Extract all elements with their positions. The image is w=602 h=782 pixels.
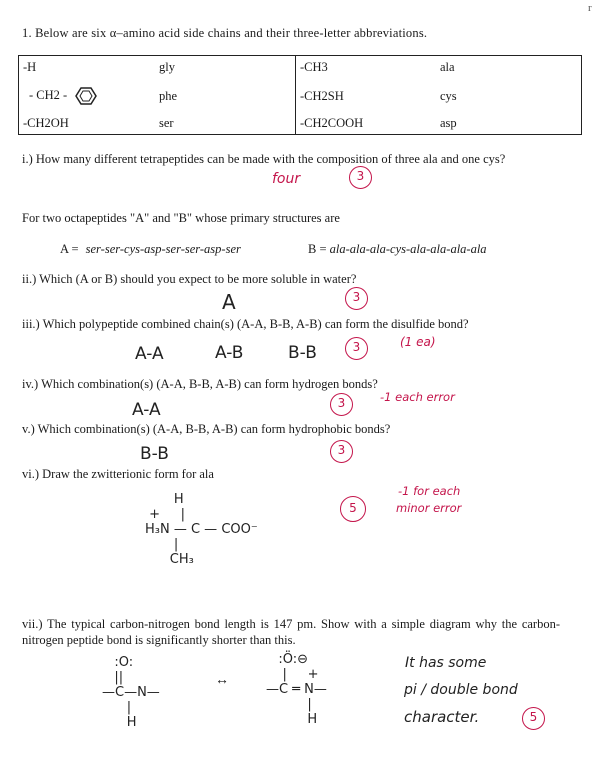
score-iv: 3: [330, 393, 353, 416]
score-iii: 3: [345, 337, 368, 360]
question-vi: vi.) Draw the zwitterionic form for ala: [22, 467, 214, 481]
resonance-structure-2: :Ö:⊖ | + —C ═ N— | H: [266, 652, 327, 727]
side-chain-cell: -CH2OH: [23, 115, 69, 130]
benzene-ring-icon: [68, 86, 102, 106]
answer-vii-line1: It has some: [405, 655, 487, 671]
note-iv: -1 each error: [380, 390, 455, 404]
answer-v: B-B: [140, 444, 169, 464]
amino-acid-table: [18, 55, 582, 135]
question-v: v.) Which combination(s) (A-A, B-B, A-B) can form hydrophobic bonds?: [22, 422, 391, 436]
octapeptide-intro: For two octapeptides "A" and "B" whose primary structures are: [22, 211, 340, 225]
abbr-cell: ala: [440, 60, 455, 75]
score-vi: 5: [340, 496, 366, 522]
seq-b-label: B =: [308, 242, 327, 256]
question-iii: iii.) Which polypeptide combined chain(s) (A-A, B-B, A-B) can form the disulfide bond?: [22, 317, 469, 331]
table-row: [19, 80, 582, 112]
abbr-cell: asp: [440, 115, 457, 130]
side-chain-cell: -CH2COOH: [296, 112, 437, 134]
seq-b-value: ala-ala-ala-cys-ala-ala-ala-ala: [329, 242, 487, 256]
table-row: [19, 112, 582, 134]
zwitterion-structure: H + | H₃N — C — COO⁻ | CH₃: [145, 492, 258, 567]
abbr-cell: phe: [159, 88, 178, 103]
answer-i: four: [272, 171, 301, 187]
answer-ii: A: [222, 290, 236, 314]
phe-chain-text: - CH2 -: [29, 87, 68, 102]
question-ii: ii.) Which (A or B) should you expect to be more soluble in water?: [22, 272, 357, 286]
q1-intro: 1. Below are six α–amino acid side chains and their three-letter abbreviations.: [22, 26, 428, 40]
question-vii: vii.) The typical carbon-nitrogen bond length is 147 pm. Show with a simple diagram why the carbon-nitrogen peptide bond is significantly shorter than this.: [22, 617, 560, 647]
side-chain-cell: -H: [23, 60, 37, 75]
answer-iii-2: A-B: [215, 343, 244, 363]
resonance-arrow: ↔: [215, 673, 229, 688]
seq-a: [60, 242, 241, 257]
note-iii: (1 ea): [400, 335, 436, 349]
side-chain-cell: -CH2SH: [296, 80, 437, 112]
note-vi-line2: minor error: [396, 501, 462, 515]
note-vi-line1: -1 for each: [398, 484, 461, 498]
question-iv: iv.) Which combination(s) (A-A, B-B, A-B) can form hydrogen bonds?: [22, 377, 378, 391]
score-i: 3: [349, 166, 372, 189]
score-ii: 3: [345, 287, 368, 310]
seq-b: [308, 242, 487, 257]
answer-vii-line3: character.: [404, 708, 480, 726]
score-v: 3: [330, 440, 353, 463]
resonance-structure-1: :O: || —C—N— | H: [102, 655, 160, 730]
question-i: i.) How many different tetrapeptides can be made with the composition of three ala and one cys?: [22, 152, 506, 166]
abbr-cell: gly: [159, 60, 175, 75]
answer-iii-1: A-A: [135, 344, 164, 364]
answer-vii-line2: pi / double bond: [404, 682, 518, 698]
side-chain-cell: -CH3: [296, 56, 437, 80]
answer-iv: A-A: [132, 400, 161, 420]
seq-a-label: A =: [60, 242, 79, 256]
seq-a-value: ser-ser-cys-asp-ser-ser-asp-ser: [85, 242, 241, 256]
answer-iii-3: B-B: [288, 343, 317, 363]
corner-mark: r: [588, 2, 592, 14]
table-row: [19, 56, 582, 80]
side-chain-cell: [19, 80, 156, 112]
score-vii: 5: [522, 707, 545, 730]
abbr-cell: ser: [159, 115, 174, 130]
abbr-cell: cys: [440, 88, 457, 103]
